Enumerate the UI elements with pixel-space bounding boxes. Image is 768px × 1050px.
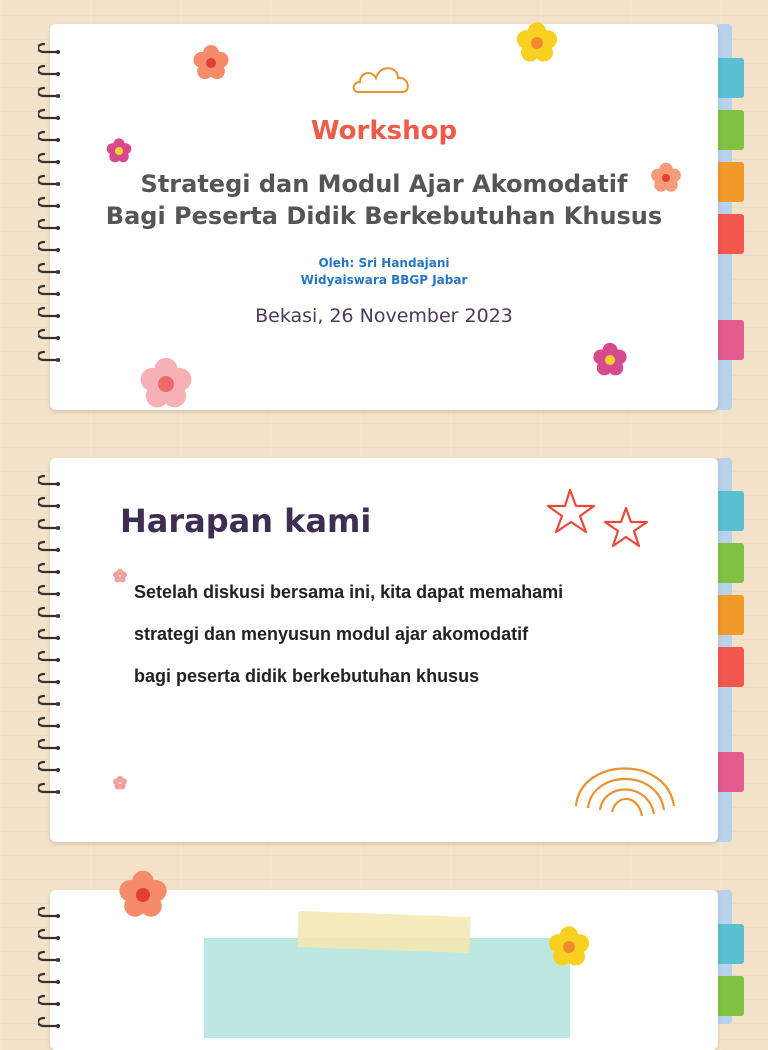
sticky-note <box>204 938 570 1038</box>
washi-tape <box>297 911 470 953</box>
goal-line-1: Setelah diskusi bersama ini, kita dapat memahami <box>134 582 564 602</box>
flower-orange-icon <box>110 862 176 928</box>
event-date: Bekasi, 26 November 2023 <box>255 305 513 327</box>
author-title: Widyaiswara BBGP Jabar <box>300 273 468 287</box>
author-name: Oleh: Sri Handajani <box>318 256 450 270</box>
tab-green[interactable] <box>716 976 744 1016</box>
spiral-binding <box>38 904 74 1034</box>
workshop-label: Workshop <box>310 116 458 146</box>
workshop-title-line-2: Bagi Peserta Didik Berkebutuhan Khusus <box>105 202 663 230</box>
flower-yellow-icon <box>540 918 598 976</box>
workshop-title-line-1: Strategi dan Modul Ajar Akomodatif <box>140 170 628 198</box>
goal-line-3: bagi peserta didik berkebutuhan khusus <box>134 666 480 686</box>
section-heading: Harapan kami <box>120 502 372 540</box>
goal-line-2: strategi dan menyusun modul ajar akomodatif <box>134 624 529 644</box>
tab-blue[interactable] <box>716 924 744 964</box>
